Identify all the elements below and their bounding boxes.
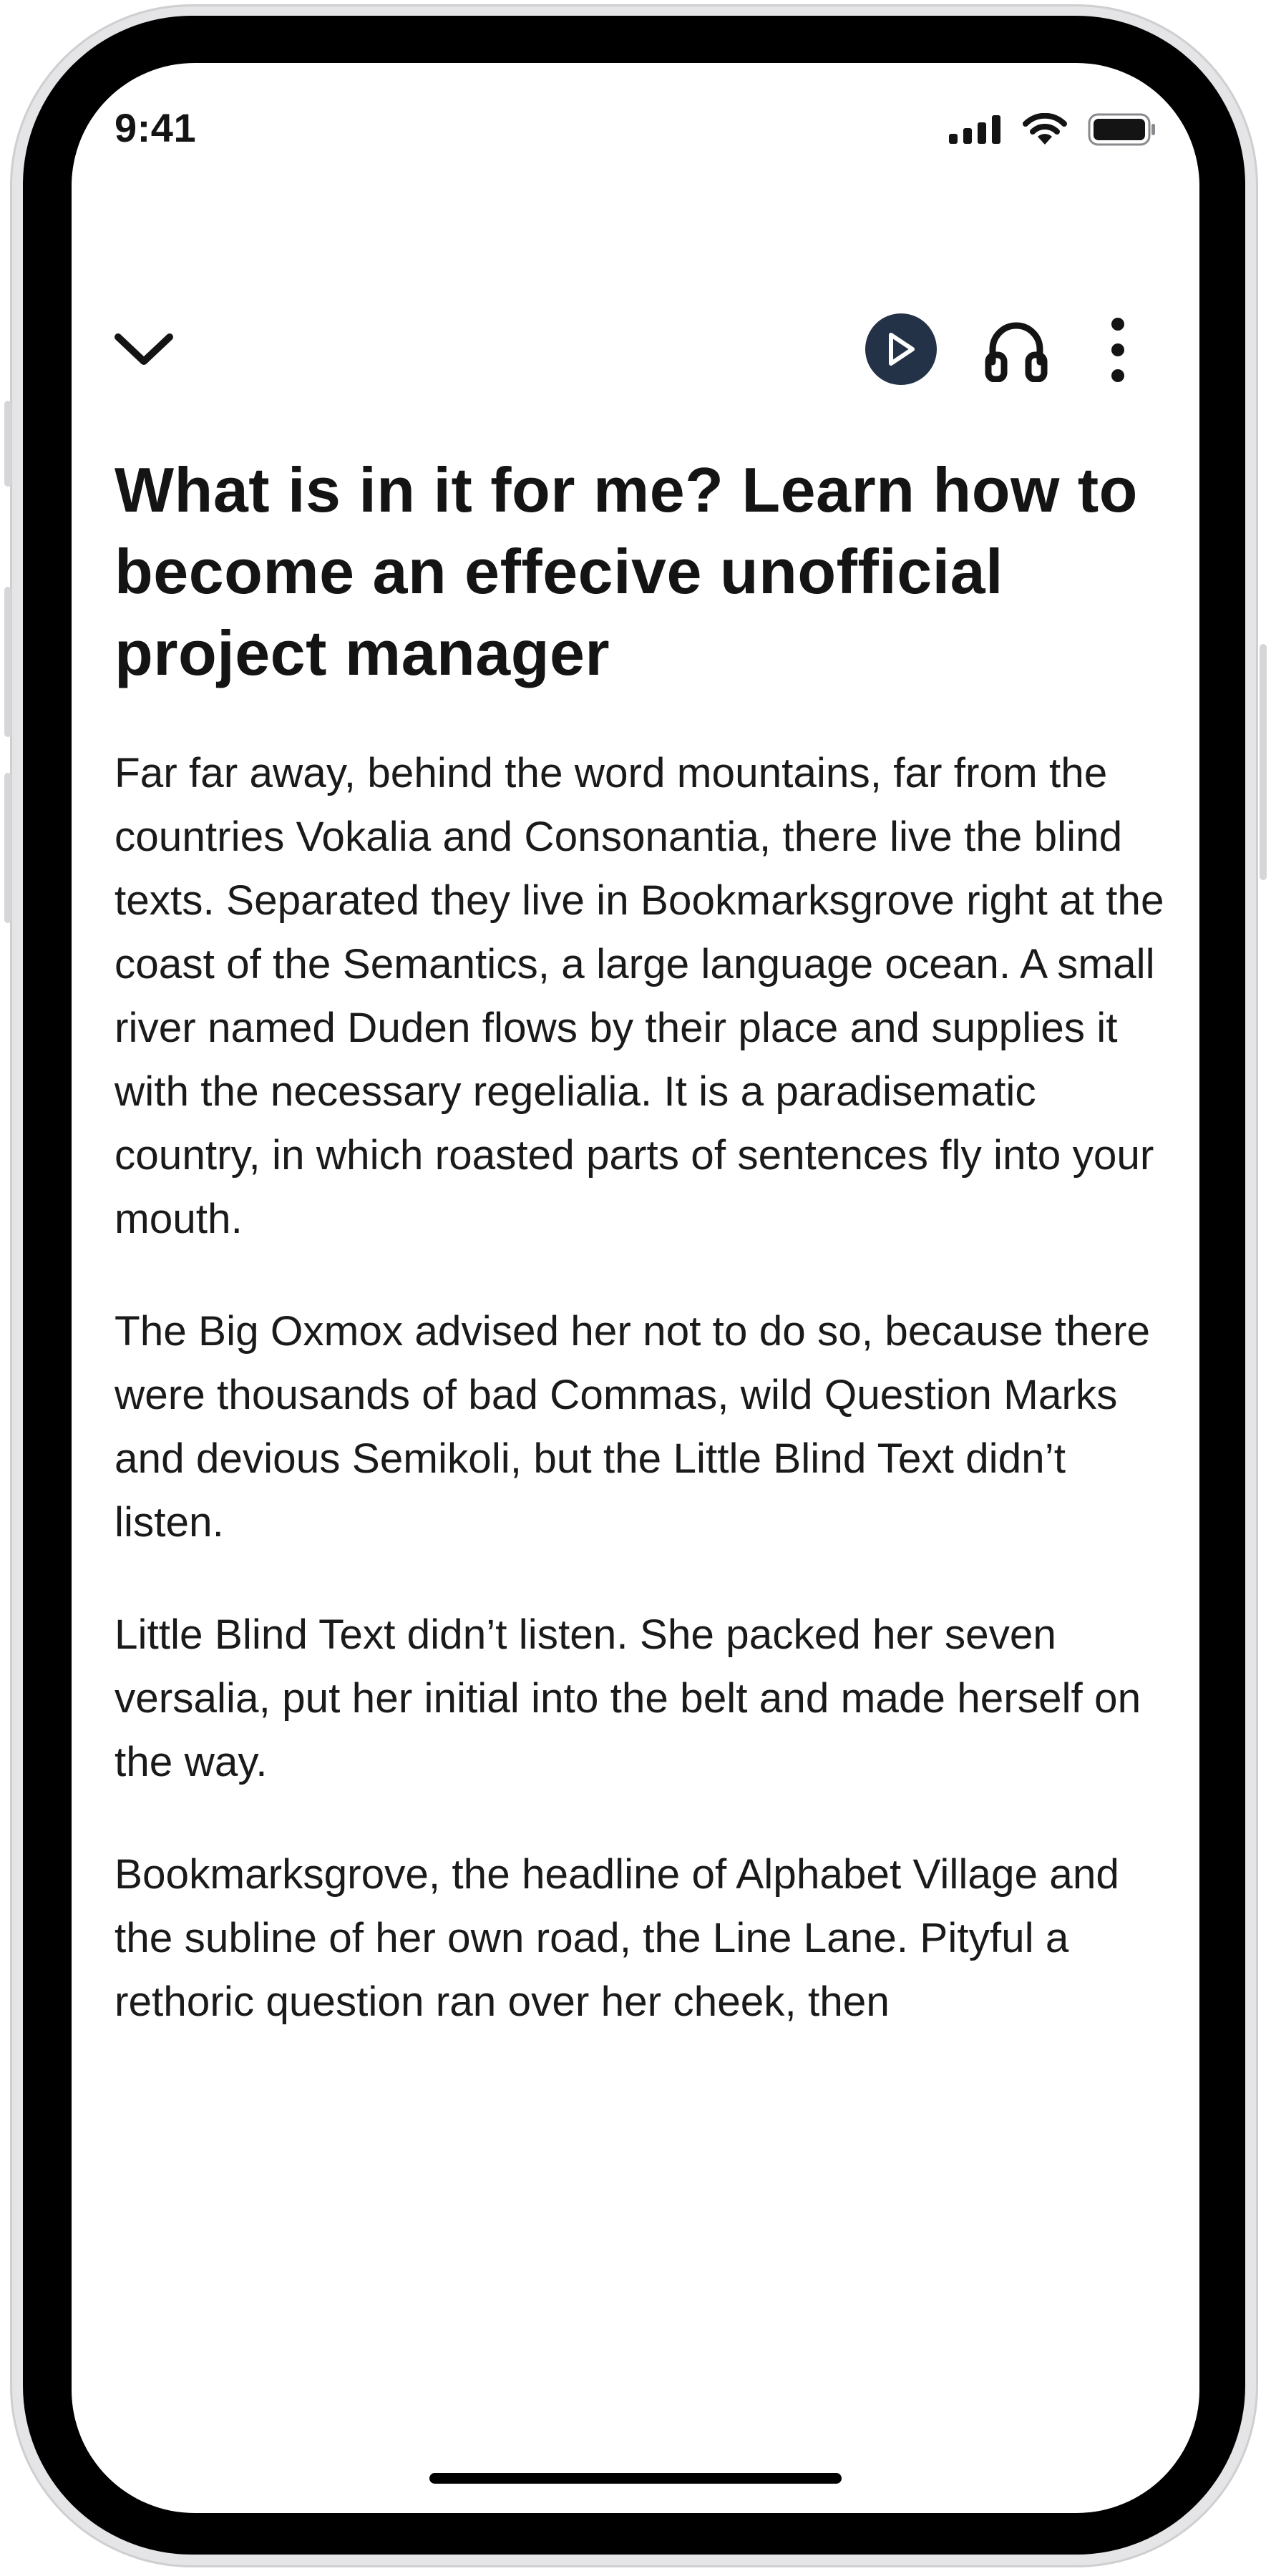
device-side-button [4,773,11,923]
phone-screen [72,63,1199,2513]
listen-button[interactable] [978,311,1055,389]
battery-icon [1088,113,1156,146]
reader-toolbar [72,285,1199,414]
play-button[interactable] [865,313,937,385]
chevron-down-icon [114,331,174,369]
article-title: What is in it for me? Learn how to become an effecive unofficial project manager [115,454,1138,688]
article-paragraph: Little Blind Text didn’t listen. She packed her seven versalia, put her initial into the belt and made herself on the way. [115,1611,1141,1785]
headphones-icon [984,318,1048,382]
device-side-button [4,401,11,487]
article-paragraph: The Big Oxmox advised her not to do so, because there were thousands of bad Commas, wild Question Marks and devious Semikoli, but the Little Blind Text didn’t listen. [115,1308,1151,1546]
article-paragraph: Bookmarksgrove, the headline of Alphabet Village and the subline of her own road, the Line Lane. Pityful a rethoric question ran over her cheek, then [115,1851,1119,2025]
play-icon [885,331,917,367]
home-indicator[interactable] [429,2473,842,2484]
article-paragraph: Far far away, behind the word mountains, far from the countries Vokalia and Consonantia, there live the blind texts. Separated they live in Bookmarksgrove right at the coast of the Semantics, a large language ocean. A small river named Duden flows by their place and supplies it with the necessary regelialia. It is a paradisematic country, in which roasted parts of sentences fly into your mouth. [115,750,1164,1242]
more-options-button[interactable] [1082,311,1154,389]
status-time: 9:41 [115,105,197,150]
device-side-button [4,587,11,737]
vertical-dots-icon [1107,317,1129,383]
collapse-button[interactable] [104,311,183,389]
status-icons [949,113,1156,146]
wifi-icon [1022,113,1068,146]
device-side-button [1260,644,1267,880]
article-content [115,449,1167,2082]
status-bar [72,63,1199,206]
cellular-signal-icon [949,115,1002,144]
